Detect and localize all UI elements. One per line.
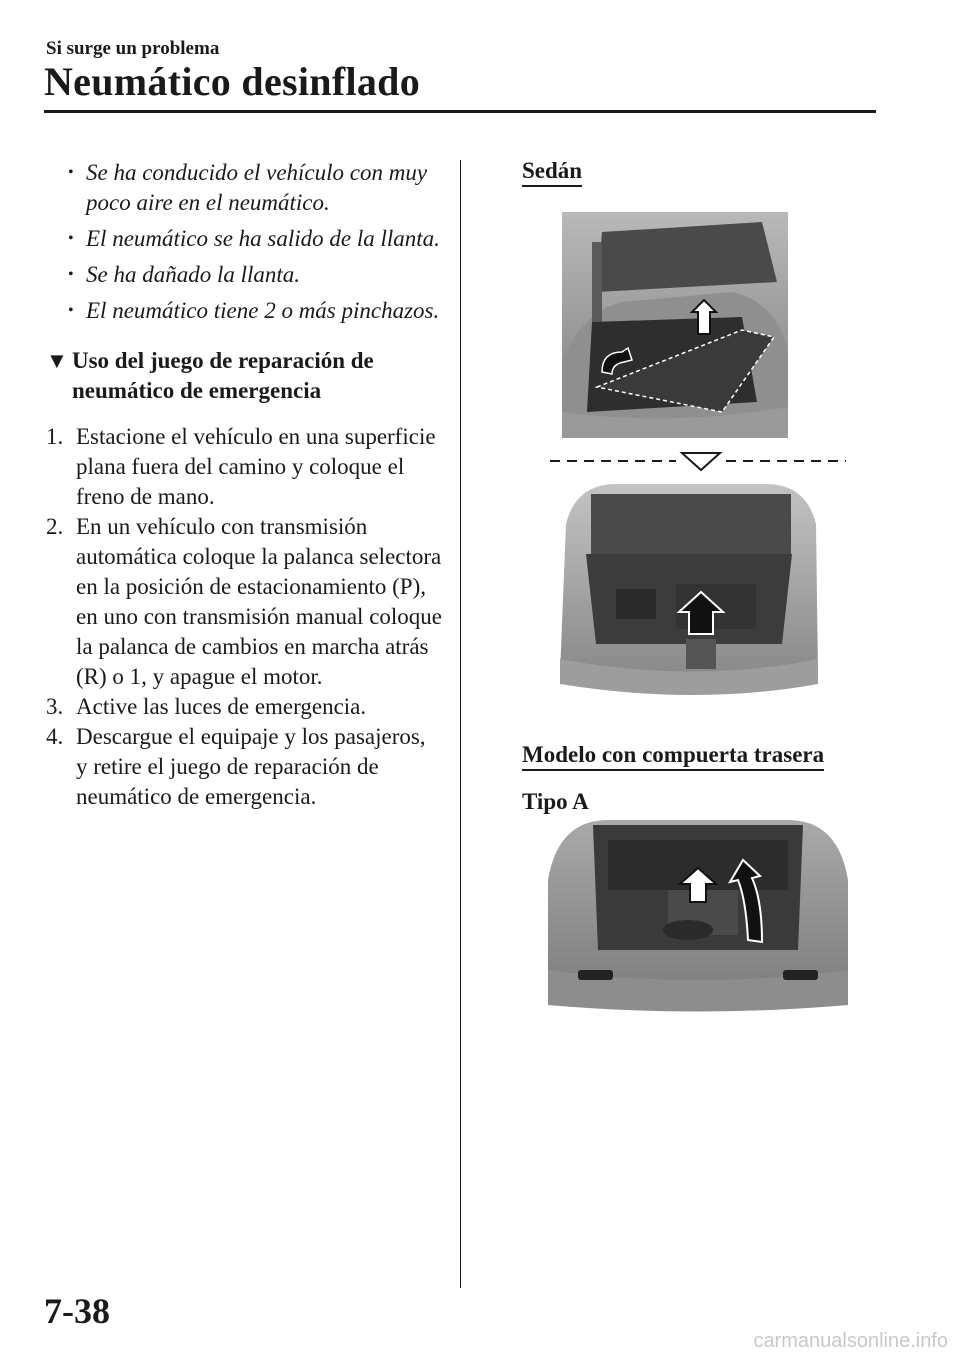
step-text: Estacione el vehículo en una superficie plana fuera del camino y coloque el freno de mano. [76,424,436,509]
subheading [46,346,442,406]
step-item [46,512,442,692]
list-item: • Se ha conducido el vehículo con muy poco aire en el neumático. [68,158,442,218]
step-item [46,722,442,812]
separator-arrow [548,448,848,474]
sedan-trunk-photo [562,212,788,438]
step-item [46,422,442,512]
column-divider [460,160,461,1288]
hatch-heading [522,742,862,815]
step-number: 1. [46,424,64,449]
page-title: Neumático desinflado [44,59,420,104]
hatchback-trunk-photo [548,820,848,1018]
type-caption: Tipo A [522,789,589,814]
hatch-caption: Modelo con compuerta trasera [522,742,824,771]
step-number: 2. [46,514,64,539]
section-label: Si surge un problema [46,38,220,59]
list-item: • El neumático se ha salido de la llanta. [68,224,442,254]
sedan-caption: Sedán [522,158,582,187]
step-number: 3. [46,694,64,719]
list-item: • El neumático tiene 2 o más pinchazos. [68,296,442,326]
title-rule [44,110,876,113]
triangle-marker-icon: ▼ [46,348,68,373]
left-column [46,158,442,812]
step-number: 4. [46,724,64,749]
subheading-text: Uso del juego de reparación de neumático de emergencia [72,348,374,403]
right-column [522,158,862,187]
cause-list [46,158,442,326]
sedan-floor-photo [556,484,822,706]
down-arrow-icon [682,453,720,470]
steps-list [46,422,442,812]
step-text: Active las luces de emergencia. [76,694,367,719]
watermark: carmanualsonline.info [753,1330,948,1352]
step-text: Descargue el equipaje y los pasajeros, y retire el juego de reparación de neumático de emergencia. [76,724,426,809]
step-text: En un vehículo con transmisión automática coloque la palanca selectora en la posición de estacionamiento (P), en uno con transmisión manual coloque la palanca de cambios en marcha atrás (R) o 1, y apague el motor. [76,514,443,689]
step-item [46,692,442,722]
page-number: 7-38 [44,1291,110,1331]
list-item: • Se ha dañado la llanta. [68,260,442,290]
